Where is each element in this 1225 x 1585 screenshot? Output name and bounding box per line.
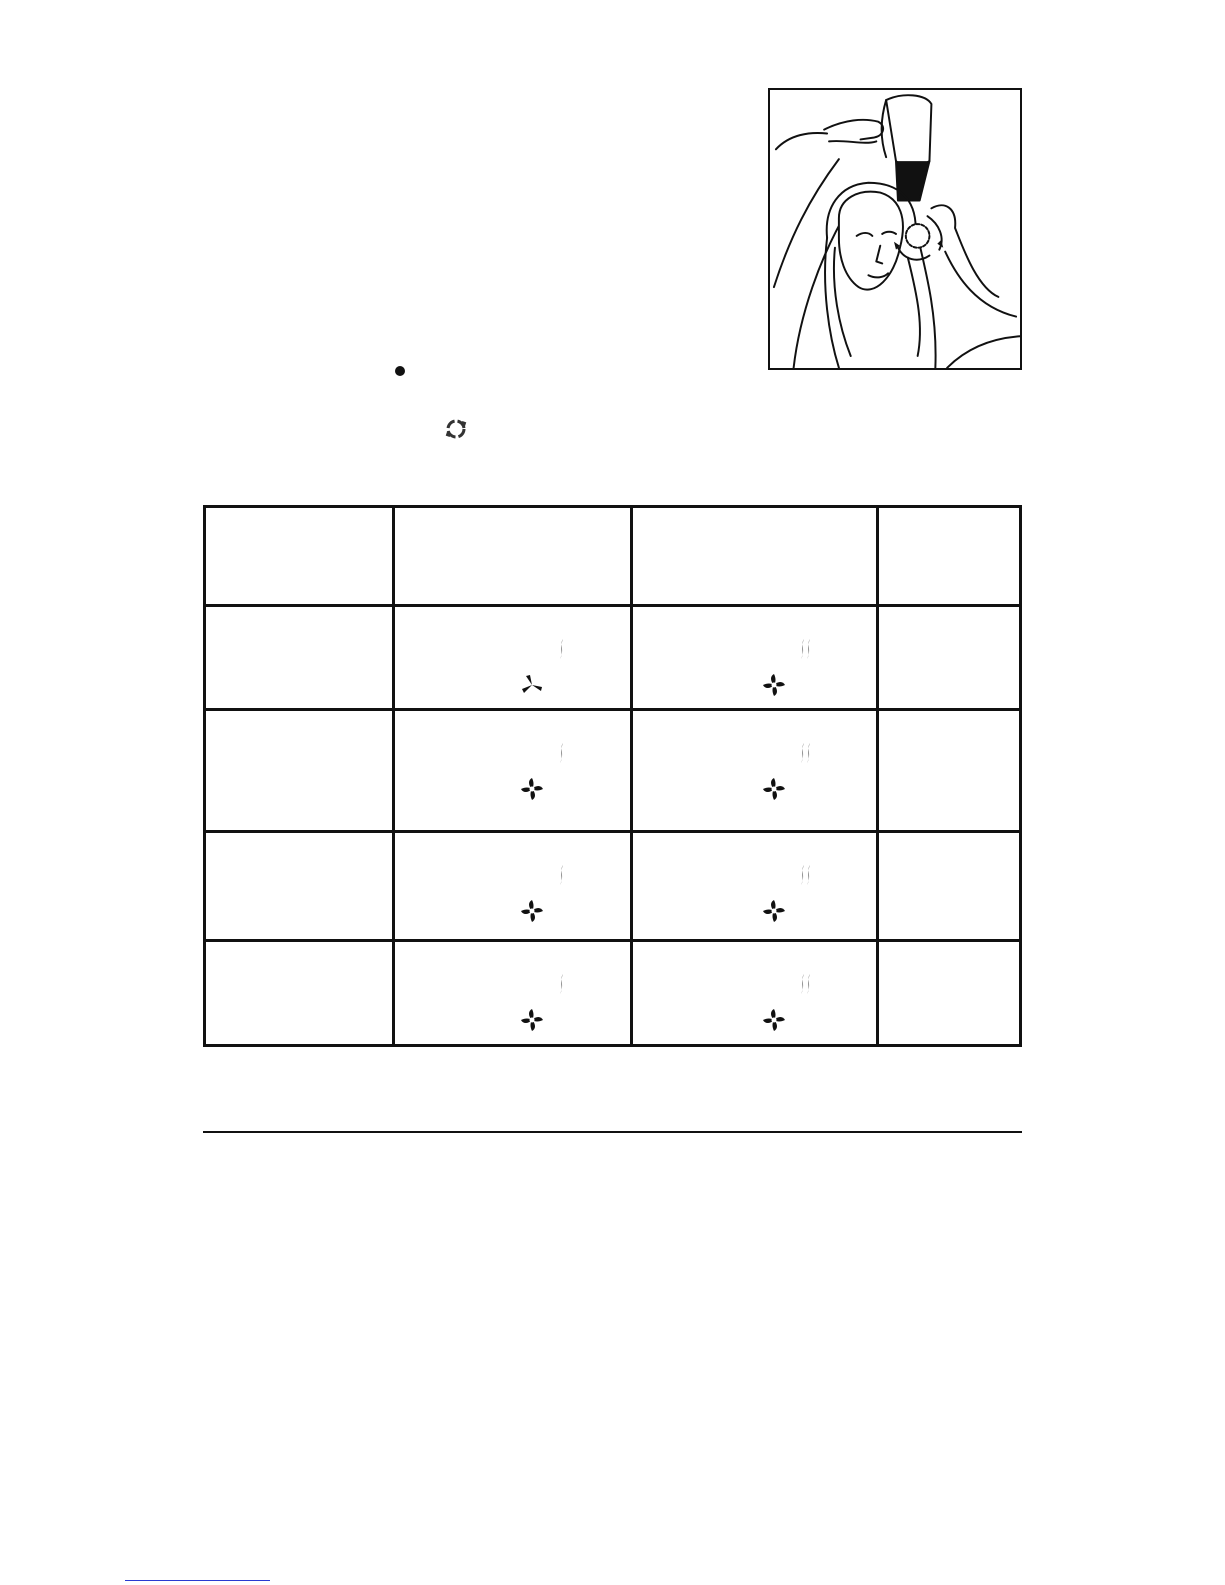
turbine-fan-icon xyxy=(762,899,786,923)
settings-table xyxy=(203,505,1022,1047)
row-label xyxy=(205,710,394,832)
turbine-fan-icon xyxy=(520,899,544,923)
note-cell xyxy=(878,941,1021,1046)
setting-b-cell xyxy=(632,941,878,1046)
row-label xyxy=(205,831,394,941)
double-flame-icon xyxy=(799,972,813,996)
double-flame-icon xyxy=(799,863,813,887)
setting-a-cell xyxy=(394,941,632,1046)
double-flame-icon xyxy=(799,637,813,661)
hair-drying-illustration xyxy=(768,88,1022,370)
setting-a-cell xyxy=(394,605,632,710)
setting-b-cell xyxy=(632,710,878,832)
turbine-fan-icon xyxy=(520,777,544,801)
bullet-icon xyxy=(395,366,405,376)
header-cell-setting-a xyxy=(394,507,632,606)
table-header-row xyxy=(205,507,1021,606)
double-flame-icon xyxy=(799,741,813,765)
row-label xyxy=(205,605,394,710)
note-cell xyxy=(878,605,1021,710)
setting-a-cell xyxy=(394,831,632,941)
setting-a-cell xyxy=(394,710,632,832)
header-cell-label xyxy=(205,507,394,606)
turbine-fan-icon xyxy=(762,673,786,697)
row-label xyxy=(205,941,394,1046)
note-cell xyxy=(878,831,1021,941)
single-flame-icon xyxy=(555,741,569,765)
note-cell xyxy=(878,710,1021,832)
single-flame-icon xyxy=(555,863,569,887)
table-row xyxy=(205,941,1021,1046)
setting-b-cell xyxy=(632,605,878,710)
single-flame-icon xyxy=(555,637,569,661)
hair-drying-drawing xyxy=(770,90,1020,368)
table-row xyxy=(205,710,1021,832)
footer-link-underline[interactable] xyxy=(125,1580,270,1581)
header-cell-note xyxy=(878,507,1021,606)
turbine-fan-icon xyxy=(762,1008,786,1032)
setting-b-cell xyxy=(632,831,878,941)
turbine-fan-icon xyxy=(762,777,786,801)
rotate-arrows-icon xyxy=(445,418,467,440)
section-divider xyxy=(203,1131,1022,1133)
table-row xyxy=(205,831,1021,941)
table-row xyxy=(205,605,1021,710)
turbine-fan-icon xyxy=(520,1008,544,1032)
three-blade-fan-icon xyxy=(520,673,544,697)
header-cell-setting-b xyxy=(632,507,878,606)
single-flame-icon xyxy=(555,972,569,996)
